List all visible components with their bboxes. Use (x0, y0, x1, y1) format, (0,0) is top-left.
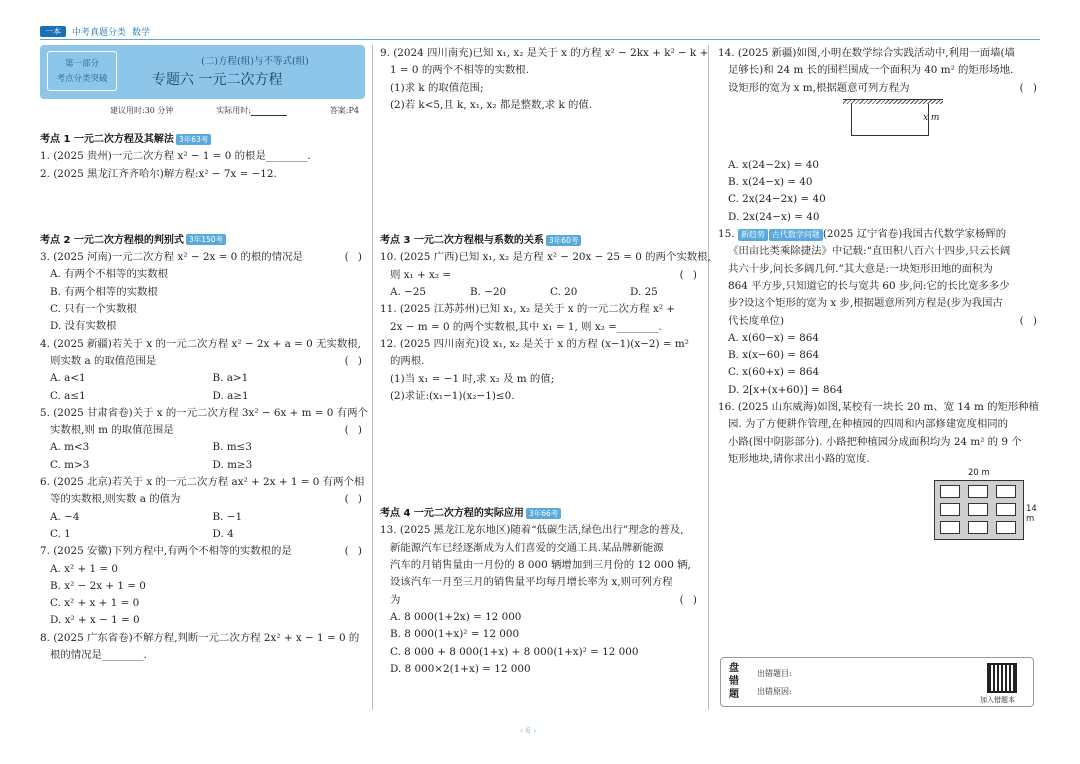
question-5-cont: 实数根,则 m 的取值范围是 ( ) (50, 424, 365, 437)
question-15-cont: 864 平方步,只知道它的长与宽共 60 步,问:它的长比宽多多少 (728, 279, 1010, 292)
option: B. x(24−x) = 40 (728, 176, 813, 189)
option: C. x² + x + 1 = 0 (50, 597, 140, 610)
option: A. x(60−x) = 864 (728, 331, 820, 344)
chapter-header (40, 45, 365, 99)
question-14-cont: 设矩形的宽为 x m,根据题意可列方程为 ( ) (728, 81, 1040, 94)
question-16-cont: 小路(图中阴影部分). 小路把种植园分成面积均为 24 m² 的 9 个 (728, 435, 1022, 448)
question-6: 6. (2025 北京)若关于 x 的一元二次方程 ax² + 2x + 1 = 0 有两个相 (40, 476, 365, 489)
error-record-box (720, 657, 1034, 707)
plot (996, 503, 1016, 516)
garden-outline (934, 480, 1024, 540)
option: A. 有两个不相等的实数根 (50, 268, 169, 281)
part-box (47, 51, 117, 91)
width-label: x m (923, 112, 940, 123)
option: B. x(x−60) = 864 (728, 349, 820, 362)
question-12-part1: (1)当 x₁ = −1 时,求 x₂ 及 m 的值; (390, 372, 555, 385)
question-4: 4. (2025 新疆)若关于 x 的一元二次方程 x² − 2x + a = 0 无实数根, (40, 337, 361, 350)
section-2-title: 考点 2 一元二次方程根的判别式 3年150考 (40, 232, 365, 249)
section-1-title: 考点 1 一元二次方程及其解法 3年63考 (40, 131, 365, 148)
qr-code-icon[interactable] (987, 663, 1017, 693)
question-10-cont: 则 x₁ + x₂ = ( ) (390, 268, 700, 281)
column-divider (708, 45, 709, 710)
question-10: 10. (2025 广西)已知 x₁, x₂ 是方程 x² − 20x − 25 = 0 的两个实数根, (380, 251, 711, 264)
question-8: 8. (2025 广东省卷)不解方程,判断一元二次方程 2x² + x − 1 = 0 的 (40, 631, 360, 644)
options-row: C. 1 D. 4 (50, 527, 234, 540)
plot (940, 503, 960, 516)
options-row: A. a<1 B. a>1 (50, 372, 249, 385)
wall-fence-figure (718, 97, 1040, 157)
section-badge: 3年60考 (546, 235, 581, 246)
options-row: A. −25 B. −20 C. 20 D. 25 (390, 286, 658, 299)
question-1: 1. (2025 贵州)一元二次方程 x² − 1 = 0 的根是________. (40, 150, 311, 163)
question-16-cont: 矩形地块,请你求出小路的宽度. (728, 452, 870, 465)
question-9-cont: 1 = 0 的两个不相等的实数根. (390, 64, 530, 77)
column-3 (718, 45, 1040, 544)
option: D. 2x(24−x) = 40 (728, 210, 820, 223)
wrong-question-field[interactable]: 出错题目: (757, 669, 792, 678)
options-row: A. −4 B. −1 (50, 510, 243, 523)
section-4-title: 考点 4 一元二次方程的实际应用 3年66考 (380, 505, 700, 522)
question-8-cont: 根的情况是________. (50, 649, 147, 662)
options-row: A. m<3 B. m≤3 (50, 441, 252, 454)
part-label: 第一部分 (64, 59, 99, 69)
question-5: 5. (2025 甘肃省卷)关于 x 的一元二次方程 3x² − 6x + m = 0 有两个 (40, 406, 368, 419)
question-9-part2: (2)若 k<5,且 k, x₁, x₂ 都是整数,求 k 的值. (390, 98, 593, 111)
option: C. 8 000 + 8 000(1+x) + 8 000(1+x)² = 12 000 (390, 645, 639, 658)
options-row: C. m>3 D. m≥3 (50, 458, 253, 471)
option: D. 8 000×2(1+x) = 12 000 (390, 662, 531, 675)
wrong-reason-field[interactable]: 出错原因: (757, 687, 792, 696)
actual-time-label: 实际用时: (216, 106, 251, 115)
answer-page: 答案:P4 (329, 106, 359, 115)
option: A. 8 000(1+2x) = 12 000 (390, 610, 522, 623)
series-name: 中考真题分类 (72, 27, 127, 38)
question-16: 16. (2025 山东威海)如图,某校有一块长 20 m、宽 14 m 的矩形种植 (718, 401, 1040, 414)
question-13-cont: 新能源汽车已经逐渐成为人们喜爱的交通工具.某品牌新能源 (390, 541, 664, 554)
question-15-cont: 代长度单位) ( ) (728, 314, 1040, 327)
question-13: 13. (2025 黑龙江龙东地区)随着“低碳生活,绿色出行”理念的普及, (380, 524, 684, 537)
question-9: 9. (2024 四川南充)已知 x₁, x₂ 是关于 x 的方程 x² − 2kx + k² − k + (380, 47, 709, 59)
question-13-cont: 设该汽车一月至三月的销售量平均每月增长率为 x,则可列方程 (390, 576, 673, 589)
top-bar (40, 24, 150, 38)
question-15: 15. 新趋势 古代数学问题 (2025 辽宁省卷)我国古代数学家杨辉的 (718, 228, 1007, 241)
option: C. 2x(24−2x) = 40 (728, 193, 826, 206)
plot (968, 521, 988, 534)
question-4-cont: 则实数 a 的取值范围是 ( ) (50, 354, 365, 367)
question-12-part2: (2)求证:(x₁−1)(x₂−1)≤0. (390, 389, 515, 402)
column-divider (372, 45, 373, 710)
qr-caption: 加入错题本 (980, 696, 1015, 704)
plot (996, 521, 1016, 534)
option: C. x(60+x) = 864 (728, 366, 820, 379)
question-15-cont: 共六十步,问长多阔几何.”其大意是:一块矩形田地的面积为 (728, 262, 993, 275)
page-number: ‹ 6 › (520, 726, 537, 735)
option: D. 没有实数根 (50, 320, 117, 333)
column-1 (40, 45, 368, 664)
question-14: 14. (2025 新疆)如图,小明在数学综合实践活动中,利用一面墙(墙 (718, 47, 1015, 59)
question-2: 2. (2025 黑龙江齐齐哈尔)解方程:x² − 7x = −12. (40, 167, 277, 180)
chapter-title: 专题六 一元二次方程 (152, 72, 283, 88)
error-box-label: 盘错题 (729, 663, 739, 700)
plot (968, 485, 988, 498)
question-15-cont: 步?设这个矩形的宽为 x 步,根据题意所列方程是(步为我国古 (728, 297, 1003, 310)
question-15-cont: 《田亩比类乘除捷法》中记载:“直田积八百六十四步,只云长阔 (728, 245, 1011, 258)
plot (940, 521, 960, 534)
plot (996, 485, 1016, 498)
option: C. 只有一个实数根 (50, 303, 137, 316)
question-12: 12. (2025 四川南充)设 x₁, x₂ 是关于 x 的方程 (x−1)(x−2) = m² (380, 337, 689, 350)
question-13-cont: 汽车的月销售量由一月份的 8 000 辆增加到三月份的 12 000 辆, (390, 559, 691, 572)
question-11: 11. (2025 江苏苏州)已知 x₁, x₂ 是关于 x 的一元二次方程 x² + (380, 303, 675, 316)
garden-width-label: 14 m (1026, 504, 1037, 525)
question-6-cont: 等的实数根,则实数 a 的值为 ( ) (50, 493, 365, 506)
plot (940, 485, 960, 498)
top-divider (40, 39, 1040, 40)
options-row: C. a≤1 D. a≥1 (50, 389, 249, 402)
option: A. x² + 1 = 0 (50, 562, 118, 575)
question-14-cont: 足够长)和 24 m 长的围栏围成一个面积为 40 m² 的矩形场地. (728, 64, 1014, 77)
fenced-rectangle (851, 104, 929, 136)
plot (968, 503, 988, 516)
option: B. x² − 2x + 1 = 0 (50, 579, 146, 592)
question-9-part1: (1)求 k 的取值范围; (390, 81, 484, 94)
trend-tag: 新趋势 (738, 229, 768, 241)
chapter-subtitle: (二)方程(组)与不等式(组) (201, 56, 309, 67)
garden-figure (718, 468, 1040, 544)
column-2 (380, 45, 711, 678)
option: A. x(24−2x) = 40 (728, 158, 820, 171)
garden-length-label: 20 m (968, 468, 990, 479)
section-3-title: 考点 3 一元二次方程根与系数的关系 3年60考 (380, 232, 700, 249)
suggested-time: 建议用时:30 分钟 (110, 106, 174, 115)
option: D. 2[x+(x+60)] = 864 (728, 383, 843, 396)
question-11-cont: 2x − m = 0 的两个实数根,其中 x₁ = 1, 则 x₂ =________. (390, 320, 662, 333)
option: D. x² + x − 1 = 0 (50, 614, 140, 627)
question-7: 7. (2025 安徽)下列方程中,有两个不相等的实数根的是 ( ) (40, 545, 365, 558)
topic-tag: 古代数学问题 (769, 229, 823, 241)
section-badge: 3年63考 (176, 134, 211, 145)
option: B. 有两个相等的实数根 (50, 285, 158, 298)
part-sub-label: 考点分类突破 (56, 74, 108, 84)
option: B. 8 000(1+x)² = 12 000 (390, 628, 520, 641)
time-line (40, 99, 365, 116)
brand-logo: 一本 (40, 26, 66, 37)
section-badge: 3年150考 (186, 234, 226, 245)
question-12-cont: 的两根. (390, 355, 425, 368)
section-badge: 3年66考 (526, 508, 561, 519)
subject-name: 数学 (132, 27, 151, 38)
question-3: 3. (2025 河南)一元二次方程 x² − 2x = 0 的根的情况是 ( ) (40, 251, 365, 264)
question-16-cont: 园. 为了方便耕作管理,在种植园的四周和内部修建宽度相同的 (728, 418, 1009, 431)
actual-time-blank[interactable] (251, 107, 287, 116)
question-13-cont: 为 ( ) (390, 593, 700, 606)
